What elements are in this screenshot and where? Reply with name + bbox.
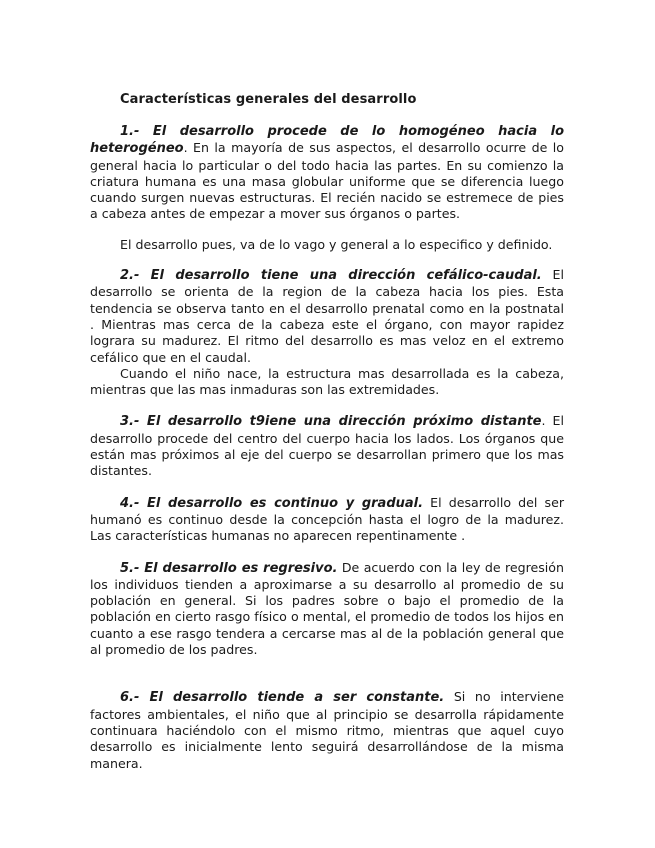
section-1-body: . En la mayoría de sus aspectos, el desarrollo ocurre de lo general hacia lo particular o del todo hacia las partes. En su comienzo la criatura humana es una masa globular uniforme que se diferencia luego cuando surgen nuevas estructuras. El recién nacido se estremece de pies a cabeza antes de empezar a mover sus órganos o partes. bbox=[90, 140, 564, 222]
summary-paragraph: El desarrollo pues, va de lo vago y general a lo especifico y definido. bbox=[120, 236, 553, 252]
section-4 bbox=[90, 495, 564, 545]
section-6 bbox=[90, 689, 564, 771]
section-5-body: De acuerdo con la ley de regresión los individuos tienden a aproximarse a su desarrollo al promedio de su población en general. Si los padres sobre o bajo el promedio de la población en cierto rasgo físico o mental, el promedio de todos los hijos en cuanto a ese rasgo tendera a cercarse mas al de la población general que al promedio de los padres. bbox=[90, 559, 564, 658]
section-2-extra: Cuando el niño nace, la estructura mas desarrollada es la cabeza, mientras que las mas inmaduras son las extremidades. bbox=[90, 365, 564, 398]
section-3-body: . El desarrollo procede del centro del cuerpo hacia los lados. Los órganos que están mas próximos al eje del cuerpo se desarrollan primero que los mas distantes. bbox=[90, 413, 565, 479]
section-2-body: El desarrollo se orienta de la region de la cabeza hacia los pies. Esta tendencia se observa tanto en el desarrollo prenatal como en la postnatal . Mientras mas cerca de la cabeza este el órgano, con mayor rapidez lograra su madurez. El ritmo del desarrollo es mas veloz en el extremo cefálico que en el caudal. bbox=[90, 267, 564, 365]
section-6-heading: 6.- El desarrollo tiende a ser constante. bbox=[120, 690, 445, 706]
section-4-heading: 4.- El desarrollo es continuo y gradual. bbox=[120, 495, 424, 511]
section-1 bbox=[90, 123, 564, 223]
section-5-heading: 5.- El desarrollo es regresivo. bbox=[120, 560, 338, 576]
section-6-body: Si no interviene factores ambientales, el niño que al principio se desarrolla rápidamente continuara haciéndolo con el mismo ritmo, mientras que aquel cuyo desarrollo es inicialmente lento seguirá desarrollándose de la misma manera. bbox=[90, 689, 564, 771]
section-2-heading: 2.- El desarrollo tiene una dirección cefálico-caudal. bbox=[120, 268, 542, 284]
section-5 bbox=[90, 560, 564, 659]
document-page bbox=[90, 92, 564, 772]
section-3 bbox=[90, 413, 564, 479]
section-3-heading: 3.- El desarrollo t9iene una dirección próximo distante bbox=[120, 414, 542, 430]
section-4-body: El desarrollo del ser humanó es continuo desde la concepción hasta el logro de la madurez. Las características humanas no aparecen repentinamente . bbox=[90, 494, 564, 544]
document-title: Características generales del desarrollo bbox=[120, 92, 417, 107]
section-2 bbox=[90, 267, 564, 366]
section-1-heading: 1.- El desarrollo procede de lo homogéneo hacia lo heterogéneo bbox=[90, 124, 564, 157]
